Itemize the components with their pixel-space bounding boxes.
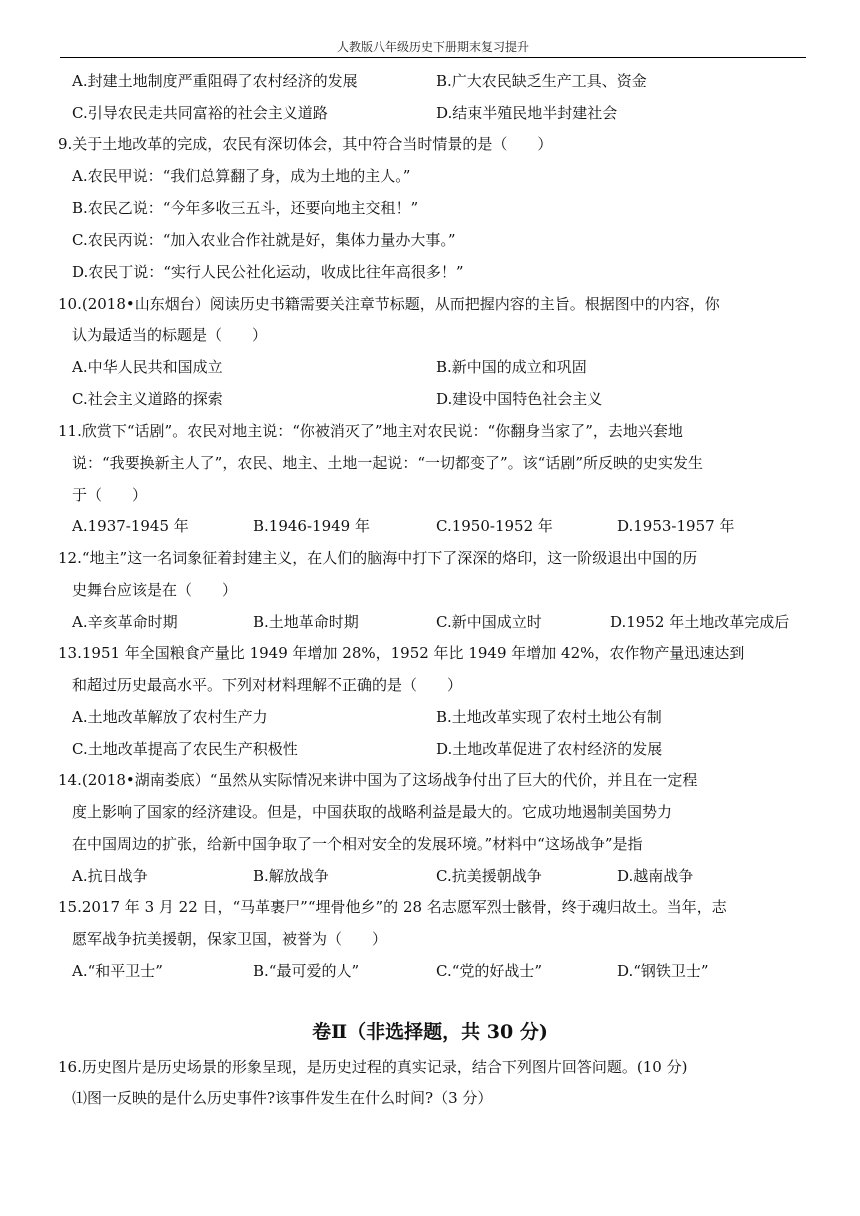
q15-option-d: D.“钢铁卫士”	[617, 962, 709, 980]
q9-option-a: A.农民甲说：“我们总算翻了身，成为土地的主人。”	[72, 167, 411, 185]
q11-option-d: D.1953-1957 年	[617, 517, 735, 535]
q12-stem-line2: 史舞台应该是在（ ）	[72, 581, 238, 599]
q11-stem-line1: 11.欣赏下“话剧”。农民对地主说：“你被消灭了”地主对农民说：“你翻身当家了”，去地兴套地	[58, 422, 683, 440]
q9-option-b: B.农民乙说：“今年多收三五斗，还要向地主交租！”	[72, 199, 419, 217]
q12-stem-line1: 12.“地主”这一名词象征着封建主义，在人们的脑海中打下了深深的烙印，这一阶级退出中国的历	[58, 549, 698, 567]
q12-option-a: A.辛亥革命时期	[72, 613, 178, 631]
q11-stem-line3: 于（ ）	[72, 486, 148, 504]
q11-stem-line2: 说：“我要换新主人了”，农民、地主、土地一起说：“一切都变了”。该“话剧”所反映的史实发生	[72, 454, 704, 472]
q16-stem: 16.历史图片是历史场景的形象呈现，是历史过程的真实记录，结合下列图片回答问题。(10 分)	[58, 1058, 688, 1076]
q12-option-c: C.新中国成立时	[436, 613, 542, 631]
q9-stem: 9.关于土地改革的完成，农民有深切体会，其中符合当时情景的是（ ）	[58, 135, 553, 153]
q10-stem-line2: 认为最适当的标题是（ ）	[72, 326, 268, 344]
q10-option-a: A.中华人民共和国成立	[72, 358, 223, 376]
q10-option-c: C.社会主义道路的探索	[72, 390, 223, 408]
q12-option-b: B.土地革命时期	[253, 613, 359, 631]
q14-stem-line3: 在中国周边的扩张，给新中国争取了一个相对安全的发展环境。”材料中“这场战争”是指	[72, 835, 643, 853]
q13-option-a: A.土地改革解放了农村生产力	[72, 708, 268, 726]
q8-option-a: A.封建土地制度严重阻碍了农村经济的发展	[72, 72, 358, 90]
q15-option-b: B.“最可爱的人”	[253, 962, 360, 980]
q11-option-a: A.1937-1945 年	[72, 517, 189, 535]
q11-option-c: C.1950-1952 年	[436, 517, 553, 535]
q14-option-b: B.解放战争	[253, 867, 329, 885]
q9-option-d: D.农民丁说：“实行人民公社化运动，收成比往年高很多！”	[72, 263, 464, 281]
page-header: 人教版八年级历史下册期末复习提升	[60, 37, 806, 58]
q12-option-d: D.1952 年土地改革完成后	[610, 613, 790, 631]
q13-option-c: C.土地改革提高了农民生产积极性	[72, 740, 298, 758]
q10-option-d: D.建设中国特色社会主义	[436, 390, 603, 408]
q10-option-b: B.新中国的成立和巩固	[436, 358, 587, 376]
q14-stem-line2: 度上影响了国家的经济建设。但是，中国获取的战略利益是最大的。它成功地遏制美国势力	[72, 803, 673, 821]
q10-stem-line1: 10.(2018•山东烟台）阅读历史书籍需要关注章节标题，从而把握内容的主旨。根据图中的内容，你	[58, 295, 720, 313]
q15-option-c: C.“党的好战士”	[436, 962, 543, 980]
q14-option-d: D.越南战争	[617, 867, 694, 885]
section-2-title: 卷Ⅱ（非选择题，共 30 分)	[312, 1021, 548, 1043]
q9-option-c: C.农民丙说：“加入农业合作社就是好，集体力量办大事。”	[72, 231, 456, 249]
q13-option-b: B.土地改革实现了农村土地公有制	[436, 708, 662, 726]
q14-option-a: A.抗日战争	[72, 867, 148, 885]
q13-stem-line2: 和超过历史最高水平。下列对材料理解不正确的是（ ）	[72, 676, 463, 694]
q8-option-d: D.结束半殖民地半封建社会	[436, 104, 618, 122]
q8-option-b: B.广大农民缺乏生产工具、资金	[436, 72, 647, 90]
q8-option-c: C.引导农民走共同富裕的社会主义道路	[72, 104, 328, 122]
q16-subquestion-1: ⑴图一反映的是什么历史事件?该事件发生在什么时间?（3 分）	[72, 1089, 493, 1107]
q15-option-a: A.“和平卫士”	[72, 962, 163, 980]
q15-stem-line2: 愿军战争抗美援朝，保家卫国，被誉为（ ）	[72, 930, 388, 948]
q15-stem-line1: 15.2017 年 3 月 22 日，“马革裹尸”“埋骨他乡”的 28 名志愿军烈士骸骨，终于魂归故土。当年，志	[58, 898, 727, 916]
q14-stem-line1: 14.(2018•湖南娄底）“虽然从实际情况来讲中国为了这场战争付出了巨大的代价，并且在一定程	[58, 771, 698, 789]
q13-option-d: D.土地改革促进了农村经济的发展	[436, 740, 663, 758]
q13-stem-line1: 13.1951 年全国粮食产量比 1949 年增加 28%，1952 年比 1949 年增加 42%，农作物产量迅速达到	[58, 644, 745, 662]
q11-option-b: B.1946-1949 年	[253, 517, 370, 535]
q14-option-c: C.抗美援朝战争	[436, 867, 542, 885]
